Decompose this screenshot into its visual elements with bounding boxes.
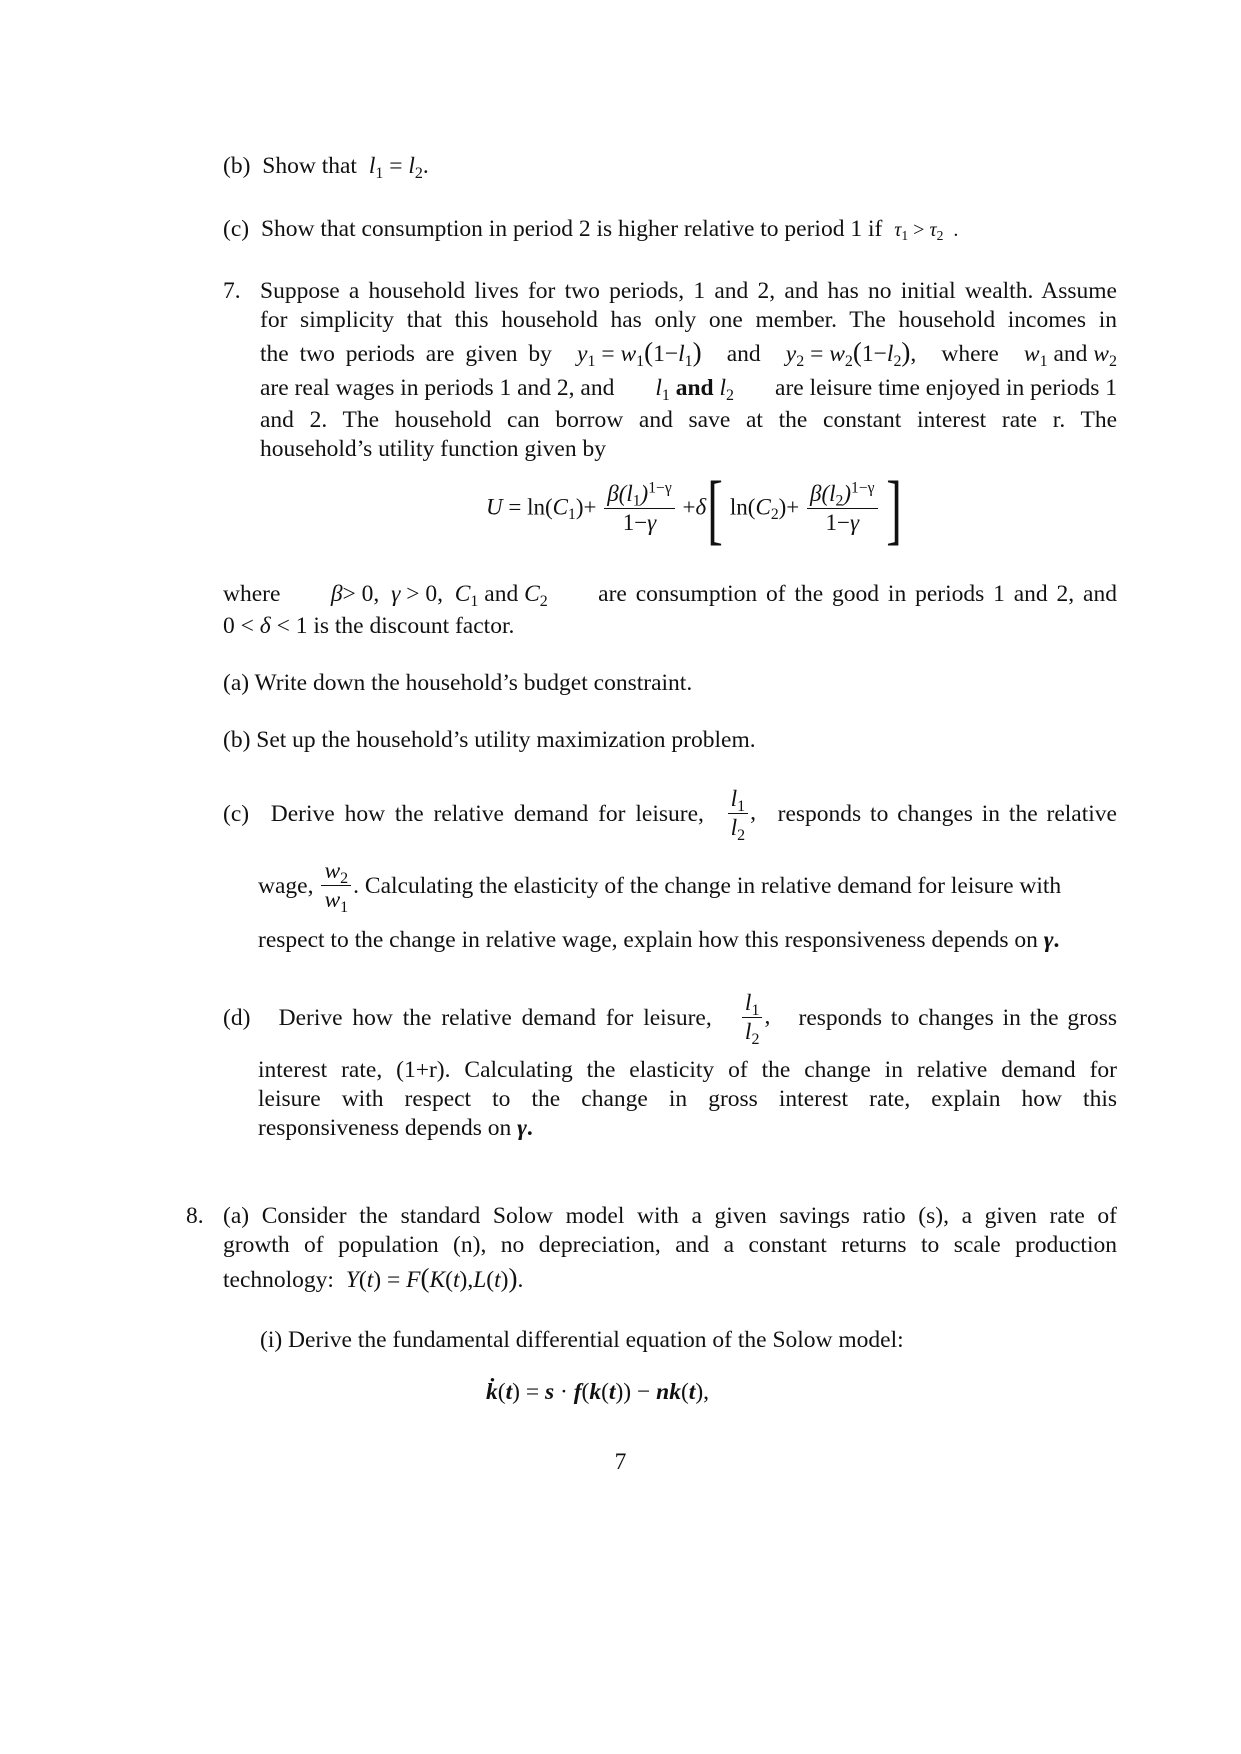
q8-part-i <box>260 1326 904 1355</box>
q7-c-text3: respect to the change in relative wage, explain how this responsiveness depends on <box>258 927 1038 953</box>
q7-intro-line-2-text: for simplicity that this household has only one member. The household incomes in <box>260 307 1117 333</box>
q8-solow-equation: k̇(t) = s · f(k(t)) − nk(t), <box>486 1379 710 1405</box>
q7-intro-and: and <box>726 341 761 367</box>
q6-b-math: $l_1 = l_2$. <box>368 153 429 182</box>
q7-income-1: $y_1 = w_1(1-l_1)$ <box>577 337 702 370</box>
q8-a-line-3 <box>223 1262 1117 1296</box>
q7-a-label: (a) <box>223 670 250 696</box>
q7-intro-line-4a: are real wages in periods 1 and 2, and <box>260 375 615 401</box>
q7-part-b <box>223 726 756 755</box>
q7-utility-function: $U = \ln(C_1)+$ $\frac{\beta(l_1)^{1-\gamma}}{1-\gamma}$ +δ[ $\ln(C_2)+$ $\frac{\beta(l_2)^{1-\gamma}}{1-\gamma}$ ] <box>486 465 903 552</box>
q8-a-line-2 <box>223 1231 1117 1260</box>
q7-a-text: Write down the household’s budget constraint. <box>254 670 693 696</box>
q7-d-gamma: γ. <box>517 1115 533 1141</box>
q7-wages: $w_1$ and $w_2$ <box>1023 341 1117 370</box>
q7-intro-line-5 <box>260 406 1117 435</box>
q7-b-label: (b) <box>223 727 251 753</box>
q7-params-desc: are consumption of the good in periods 1 and 2, and <box>598 581 1117 607</box>
q7-part-d-line-4 <box>258 1114 1117 1143</box>
q7-c-gamma: γ. <box>1043 927 1060 953</box>
q7-d-text1: Derive how the relative demand for leisure, <box>278 1004 712 1031</box>
q7-c-leisure-ratio: $\frac{l_1}{l_2}$ , <box>726 786 756 842</box>
q7-c-text1b: responds to changes in the relative <box>777 800 1117 827</box>
q8-production-function: Y(t) = F(K(t),L(t)). <box>345 1263 524 1293</box>
q6-c-math: $\tau_1 > \tau_2$ . <box>894 219 959 244</box>
q7-leisure: $l_1$ and $l_2$ <box>655 375 735 404</box>
q7-intro-line-2 <box>260 306 1117 335</box>
q6-part-b <box>223 152 1123 181</box>
q7-where-line <box>223 580 1117 609</box>
q7-d-leisure-ratio: $\frac{l_1}{l_2}$ , <box>740 990 770 1046</box>
q7-c-label: (c) <box>223 800 250 827</box>
q7-part-c-line-1 <box>223 786 1117 842</box>
page-number: 7 <box>614 1449 627 1475</box>
q6-part-c <box>223 215 1123 244</box>
q6-b-label: (b) <box>223 153 251 179</box>
q7-where: where <box>223 581 281 607</box>
q7-d-text1b: responds to changes in the gross <box>798 1004 1117 1031</box>
q7-part-a <box>223 669 692 698</box>
q7-delta-desc: is the discount factor. <box>313 613 515 639</box>
q7-part-c-line-3 <box>258 926 1117 955</box>
q7-intro-line-4 <box>260 374 1117 403</box>
q6-c-label: (c) <box>223 216 250 242</box>
q7-b-text: Set up the household’s utility maximization problem. <box>256 727 756 753</box>
q7-c-text2a: wage, <box>258 872 314 899</box>
q7-d-text3: leisure with respect to the change in gross interest rate, explain how this <box>258 1086 1117 1112</box>
q7-delta-range: 0 < δ < 1 <box>223 613 308 639</box>
q7-c-wage-ratio: $\frac{w_2}{w_1}$ <box>319 858 353 914</box>
q7-income-2: $y_2 = w_2(1-l_2)$, <box>785 337 917 370</box>
q7-intro-line-6 <box>260 435 1117 464</box>
q7-part-c-line-2 <box>258 858 1117 914</box>
q7-c-text1: Derive how the relative demand for leisure, <box>270 800 704 827</box>
q7-delta-line <box>223 612 1117 641</box>
q7-intro-line-1-text: Suppose a household lives for two periods, 1 and 2, and has no initial wealth. Assume <box>260 278 1117 304</box>
q7-number: 7. <box>223 278 241 304</box>
q7-d-text2: interest rate, (1+r). Calculating the elasticity of the change in relative demand for <box>258 1057 1117 1083</box>
q7-d-label: (d) <box>223 1004 251 1031</box>
q8-a-line-1-text: (a) Consider the standard Solow model with a given savings ratio (s), a given rate of <box>223 1203 1117 1229</box>
q7-intro-line-3-text: the two periods are given by <box>260 341 552 367</box>
q8-number: 8. <box>186 1203 204 1229</box>
q8-a-line-3-text: technology: <box>223 1267 334 1293</box>
q7-intro-line-5-text: and 2. The household can borrow and save at the constant interest rate r. The <box>260 407 1117 433</box>
q7-intro-line-3 <box>260 336 1117 370</box>
q7-intro-line-4b: are leisure time enjoyed in periods 1 <box>775 375 1117 401</box>
q8-a-line-2-text: growth of population (n), no depreciation, and a constant returns to scale production <box>223 1232 1117 1258</box>
q7-c-text2b: . Calculating the elasticity of the change in relative demand for leisure with <box>353 872 1062 899</box>
q7-part-d-line-1 <box>223 990 1117 1046</box>
q7-part-d-line-2 <box>258 1056 1117 1085</box>
q7-intro-line-1 <box>260 277 1117 306</box>
q7-intro-where: where <box>941 341 999 367</box>
q6-c-text: Show that consumption in period 2 is higher relative to period 1 if <box>260 216 883 242</box>
q7-part-d-line-3 <box>258 1085 1117 1114</box>
q7-intro-line-6-text: household’s utility function given by <box>260 436 606 462</box>
q6-b-text: Show that <box>262 153 357 179</box>
q7-params: β> 0, γ > 0, $C_1$ and $C_2$ <box>330 581 548 610</box>
q8-i-text: (i) Derive the fundamental differential equation of the Solow model: <box>260 1327 904 1353</box>
q7-d-text4: responsiveness depends on <box>258 1115 512 1141</box>
q8-a-line-1 <box>223 1202 1117 1231</box>
